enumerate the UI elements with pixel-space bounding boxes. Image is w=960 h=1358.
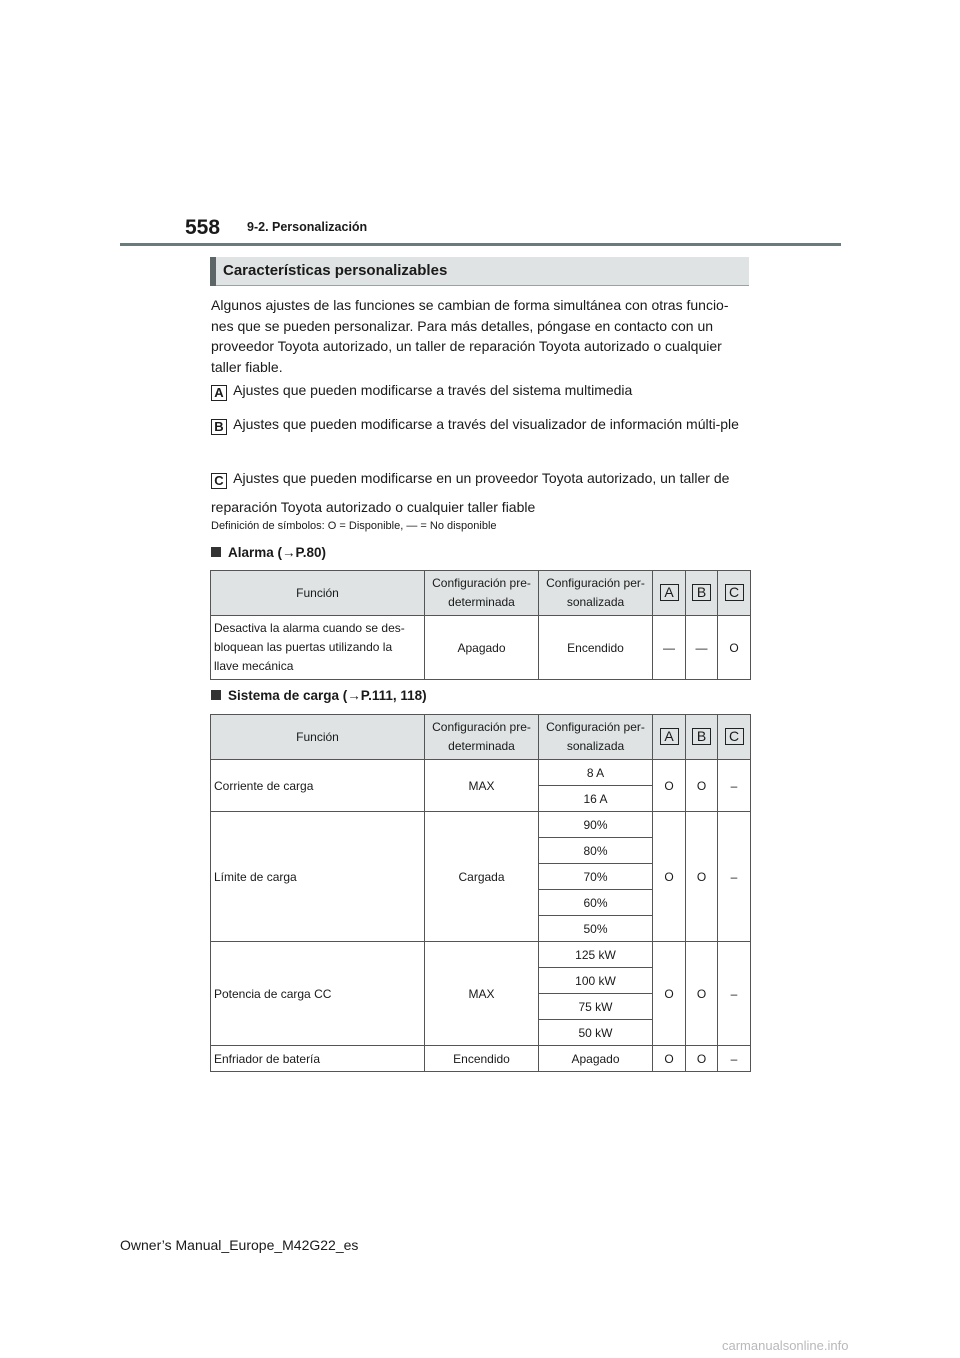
header-config-per: Configuración per- sonalizada [539, 571, 653, 616]
header-funcion: Función [211, 571, 425, 616]
dc-power-option: 50 kW [539, 1020, 653, 1046]
alarm-a: — [653, 616, 686, 680]
limit-option: 50% [539, 916, 653, 942]
dc-power-option: 75 kW [539, 994, 653, 1020]
header-divider [120, 243, 841, 246]
cooler-a: O [653, 1046, 686, 1072]
symbol-definition: Definición de símbolos: O = Disponible, — = No disponible [211, 520, 497, 532]
alarm-heading [211, 545, 326, 560]
cooler-function: Enfriador de batería [211, 1046, 425, 1072]
header-funcion: Función [211, 715, 425, 760]
dc-power-c: – [718, 942, 751, 1046]
limit-option: 60% [539, 890, 653, 916]
current-option: 16 A [539, 786, 653, 812]
charging-heading [211, 688, 427, 703]
cooler-custom: Apagado [539, 1046, 653, 1072]
dc-power-a: O [653, 942, 686, 1046]
dc-power-option: 100 kW [539, 968, 653, 994]
current-b: O [686, 760, 718, 812]
limit-b: O [686, 812, 718, 942]
table-header-row [211, 715, 751, 760]
charging-table [210, 714, 751, 1072]
section-heading-bar [210, 257, 749, 286]
legend-c-text: Ajustes que pueden modificarse en un proveedor Toyota autorizado, un taller de reparación Toyota autorizado o cualquier taller fiable [211, 470, 730, 515]
table-row [211, 1046, 751, 1072]
section-accent [210, 257, 216, 286]
limit-option: 90% [539, 812, 653, 838]
cooler-b: O [686, 1046, 718, 1072]
table-row [211, 616, 751, 680]
section-title: Características personalizables [223, 262, 448, 279]
badge-c: C [211, 473, 227, 489]
charging-heading-text: Sistema de carga (→P.111, 118) [228, 688, 427, 703]
table-row [211, 942, 751, 968]
table-header-row [211, 571, 751, 616]
square-bullet-icon [211, 690, 221, 700]
badge-a: A [211, 385, 227, 401]
alarm-function: Desactiva la alarma cuando se des- bloquean las puertas utilizando la llave mecánica [211, 616, 425, 680]
header-c: C [718, 571, 751, 616]
legend-a-text: Ajustes que pueden modificarse a través del sistema multimedia [233, 382, 633, 398]
alarm-custom: Encendido [539, 616, 653, 680]
header-c: C [718, 715, 751, 760]
header-b: B [686, 715, 718, 760]
alarm-b: — [686, 616, 718, 680]
header-config-pre: Configuración pre- determinada [425, 571, 539, 616]
header-config-per: Configuración per- sonalizada [539, 715, 653, 760]
dc-power-option: 125 kW [539, 942, 653, 968]
square-bullet-icon [211, 547, 221, 557]
intro-paragraph: Algunos ajustes de las funciones se cambian de forma simultánea con otras funcio-nes que se pueden personalizar. Para más detalles, póngase en contacto con un proveedor Toyota autorizado, un taller de reparación Toyota autorizado o cualquier taller fiable. [211, 297, 729, 376]
header-config-pre: Configuración pre- determinada [425, 715, 539, 760]
limit-function: Límite de carga [211, 812, 425, 942]
badge-b: B [211, 419, 227, 435]
footer-manual-id: Owner’s Manual_Europe_M42G22_es [120, 1237, 359, 1253]
limit-option: 80% [539, 838, 653, 864]
dc-power-b: O [686, 942, 718, 1046]
limit-option: 70% [539, 864, 653, 890]
dc-power-default: MAX [425, 942, 539, 1046]
cooler-default: Encendido [425, 1046, 539, 1072]
dc-power-function: Potencia de carga CC [211, 942, 425, 1046]
current-c: – [718, 760, 751, 812]
alarm-heading-text: Alarma (→P.80) [228, 545, 327, 560]
table-row [211, 760, 751, 786]
table-row [211, 812, 751, 838]
limit-c: – [718, 812, 751, 942]
legend-b-text: Ajustes que pueden modificarse a través del visualizador de información múlti-ple [233, 416, 739, 432]
header-a: A [653, 571, 686, 616]
legend-b [211, 410, 751, 439]
legend-c [211, 464, 751, 522]
header-a: A [653, 715, 686, 760]
watermark: carmanualsonline.info [722, 1338, 849, 1353]
header-b: B [686, 571, 718, 616]
legend-a [211, 380, 632, 401]
current-default: MAX [425, 760, 539, 812]
page-number: 558 [185, 216, 221, 239]
limit-a: O [653, 812, 686, 942]
limit-default: Cargada [425, 812, 539, 942]
current-option: 8 A [539, 760, 653, 786]
alarm-table [210, 570, 751, 680]
cooler-c: – [718, 1046, 751, 1072]
breadcrumb: 9-2. Personalización [247, 220, 368, 234]
alarm-c: O [718, 616, 751, 680]
alarm-default: Apagado [425, 616, 539, 680]
current-a: O [653, 760, 686, 812]
current-function: Corriente de carga [211, 760, 425, 812]
